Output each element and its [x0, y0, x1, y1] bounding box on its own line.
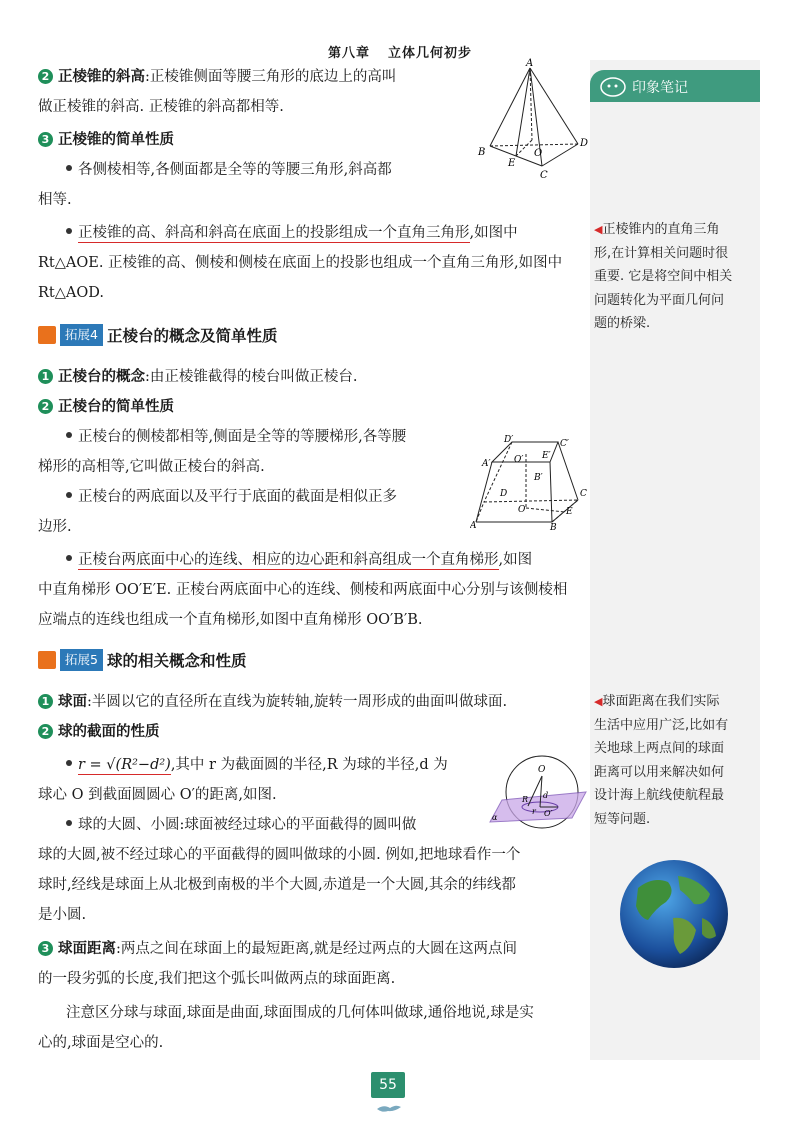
- number-badge: 2: [38, 399, 53, 414]
- svg-text:O′: O′: [514, 455, 524, 465]
- svg-text:B: B: [550, 523, 557, 532]
- svg-text:B′: B′: [534, 473, 543, 483]
- pyramid-bullet2-line2: Rt△AOE. 正棱锥的高、侧棱和侧棱在底面上的投影也组成一个直角三角形,如图中: [38, 255, 563, 271]
- frustum-bullet3-line3: 应端点的连线也组成一个直角梯形,如图中直角梯形 OO′B′B.: [38, 612, 423, 628]
- number-badge: 1: [38, 369, 53, 384]
- sidebar-title: 印象笔记: [632, 80, 688, 96]
- svg-text:O′: O′: [544, 809, 553, 818]
- svg-text:D: D: [500, 489, 508, 499]
- pyramid-bullet1: 各侧棱相等,各侧面都是全等的等腰三角形,斜高都: [38, 155, 586, 185]
- number-badge: 3: [38, 132, 53, 147]
- number-badge: 1: [38, 694, 53, 709]
- svg-text:A′: A′: [482, 459, 491, 469]
- pyramid-item2: 2 正棱锥的斜高:正棱锥侧面等腰三角形的底边上的高叫: [38, 62, 586, 92]
- label-D: D: [580, 138, 589, 149]
- svg-text:E: E: [566, 507, 573, 517]
- svg-text:α: α: [492, 813, 498, 822]
- book-icon: [38, 326, 56, 344]
- svg-text:R: R: [522, 795, 529, 804]
- page-header: [0, 42, 800, 61]
- extension5-heading: 拓展5 球的相关概念和性质: [38, 649, 586, 671]
- earth-globe-image: [618, 858, 730, 970]
- pyramid-item3: 3 正棱锥的简单性质: [38, 125, 586, 155]
- frustum-item2: 2 正棱台的简单性质: [38, 392, 586, 422]
- frustum-bullet1: 正棱台的侧棱都相等,侧面是全等的等腰梯形,各等腰: [38, 422, 586, 452]
- frustum-item1: 1 正棱台的概念:由正棱锥截得的棱台叫做正棱台.: [38, 362, 586, 392]
- label-O: O: [534, 148, 543, 159]
- label-C: C: [540, 170, 548, 181]
- svg-text:C: C: [580, 489, 587, 499]
- svg-text:C′: C′: [560, 439, 569, 449]
- page-number: 55: [371, 1072, 405, 1098]
- sphere-item3-line2: 的一段劣弧的长度,我们把这个弧长叫做两点的球面距离.: [38, 971, 396, 987]
- svg-text:d: d: [543, 791, 549, 800]
- pyramid-item2-line2: 做正棱锥的斜高. 正棱锥的斜高都相等.: [38, 99, 284, 115]
- label-E: E: [508, 158, 516, 169]
- bird-icon: [374, 1100, 404, 1116]
- sphere-note: 注意区分球与球面,球面是曲面,球面围成的几何体叫做球,通俗地说,球是实: [66, 1005, 534, 1021]
- label-A: A: [526, 58, 534, 69]
- sphere-note-line2: 心的,球面是空心的.: [38, 1035, 164, 1051]
- frustum-bullet3: 正棱台两底面中心的连线、相应的边心距和斜高组成一个直角梯形,如图: [38, 545, 586, 575]
- svg-text:O: O: [538, 765, 546, 775]
- frustum-bullet2-line2: 边形.: [38, 519, 72, 535]
- sphere-bullet2-line3: 球时,经线是球面上从北极到南极的半个大圆,赤道是一个大圆,其余的纬线都: [38, 877, 516, 893]
- sphere-bullet2-line2: 球的大圆,被不经过球心的平面截得的圆叫做球的小圆. 例如,把地球看作一个: [38, 847, 521, 863]
- pyramid-figure: [470, 56, 590, 186]
- extension4-heading: 拓展4 正棱台的概念及简单性质: [38, 324, 586, 346]
- sidebar-note-sphere: ◀球面距离在我们实际 生活中应用广泛,比如有 关地球上两点间的球面 距离可以用来解决如何 设计海上航线使航程最 短等问题.: [594, 694, 729, 827]
- label-B: B: [478, 147, 486, 158]
- sidebar-header: [590, 70, 760, 102]
- sphere-item2: 2 球的截面的性质: [38, 717, 586, 747]
- svg-text:r: r: [532, 807, 536, 816]
- frustum-bullet2: 正棱台的两底面以及平行于底面的截面是相似正多: [38, 482, 586, 512]
- chapter-label: 第八章: [327, 46, 370, 61]
- sphere-bullet1: r = √(R²−d²),其中 r 为截面圆的半径,R 为球的半径,d 为: [38, 750, 586, 780]
- svg-text:E′: E′: [542, 451, 551, 461]
- book-icon: [38, 651, 56, 669]
- number-badge: 2: [38, 724, 53, 739]
- main-content: [38, 60, 589, 1058]
- pyramid-bullet2: 正棱锥的高、斜高和斜高在底面上的投影组成一个直角三角形,如图中: [38, 218, 586, 248]
- frustum-figure: [470, 432, 590, 532]
- sphere-formula: r = √(R²−d²): [78, 757, 171, 773]
- sphere-item3: 3 球面距离:两点之间在球面上的最短距离,就是经过两点的大圆在这两点间: [38, 934, 586, 964]
- pyramid-bullet2-line3: Rt△AOD.: [38, 285, 104, 301]
- sphere-bullet2: 球的大圆、小圆:球面被经过球心的平面截得的圆叫做: [38, 810, 586, 840]
- sidebar-note-pyramid: ◀正棱锥内的直角三角 形,在计算相关问题时很 重要. 它是将空间中相关 问题转化为平面几何问 题的桥梁.: [594, 222, 733, 331]
- sphere-bullet1-line2: 球心 O 到截面圆圆心 O′的距离,如图.: [38, 787, 277, 803]
- sphere-item1: 1 球面:半圆以它的直径所在直线为旋转轴,旋转一周形成的曲面叫做球面.: [38, 687, 586, 717]
- number-badge: 3: [38, 941, 53, 956]
- frustum-bullet3-line2: 中直角梯形 OO′E′E. 正棱台两底面中心的连线、侧棱和两底面中心分别与该侧棱相: [38, 582, 568, 598]
- sphere-bullet2-line4: 是小圆.: [38, 907, 87, 923]
- sphere-figure: [488, 752, 588, 832]
- svg-text:A: A: [470, 521, 477, 531]
- number-badge: 2: [38, 69, 53, 84]
- note-icon: [598, 74, 628, 98]
- chapter-title: 立体几何初步: [388, 46, 473, 61]
- pyramid-bullet1-line2: 相等.: [38, 192, 72, 208]
- svg-text:D′: D′: [504, 435, 514, 445]
- svg-text:O: O: [518, 505, 526, 515]
- frustum-bullet1-line2: 梯形的高相等,它叫做正棱台的斜高.: [38, 459, 265, 475]
